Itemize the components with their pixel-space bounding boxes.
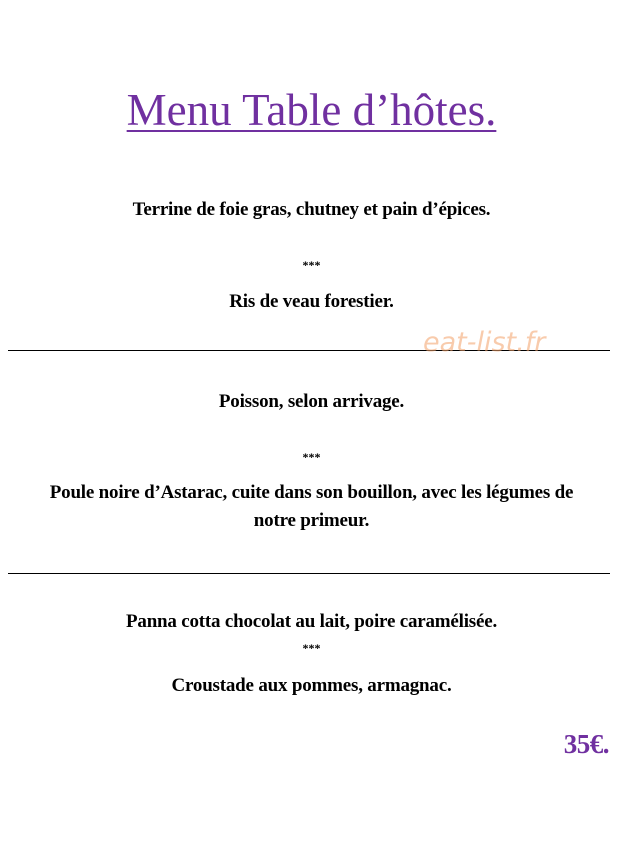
menu-item-dessert-2: Croustade aux pommes, armagnac. — [171, 675, 452, 696]
menu-item-dessert-1: Panna cotta chocolat au lait, poire caramélisée. — [125, 611, 498, 632]
menu-item-main-2: Poule noire d’Astarac, cuite dans son bouillon, avec les légumes de notre primeur. — [49, 482, 574, 531]
separator: *** — [302, 641, 321, 655]
separator: *** — [302, 450, 321, 464]
menu-item-starter-1: Terrine de foie gras, chutney et pain d’épices. — [132, 199, 491, 220]
menu-item-starter-2: Ris de veau forestier. — [229, 291, 394, 312]
watermark: eat-list.fr — [423, 327, 546, 358]
menu-title: Menu Table d’hôtes. — [126, 85, 497, 135]
divider-line — [8, 573, 610, 574]
menu-item-main-1: Poisson, selon arrivage. — [218, 391, 405, 412]
separator: *** — [302, 258, 321, 272]
menu-price: 35€. — [563, 729, 609, 759]
